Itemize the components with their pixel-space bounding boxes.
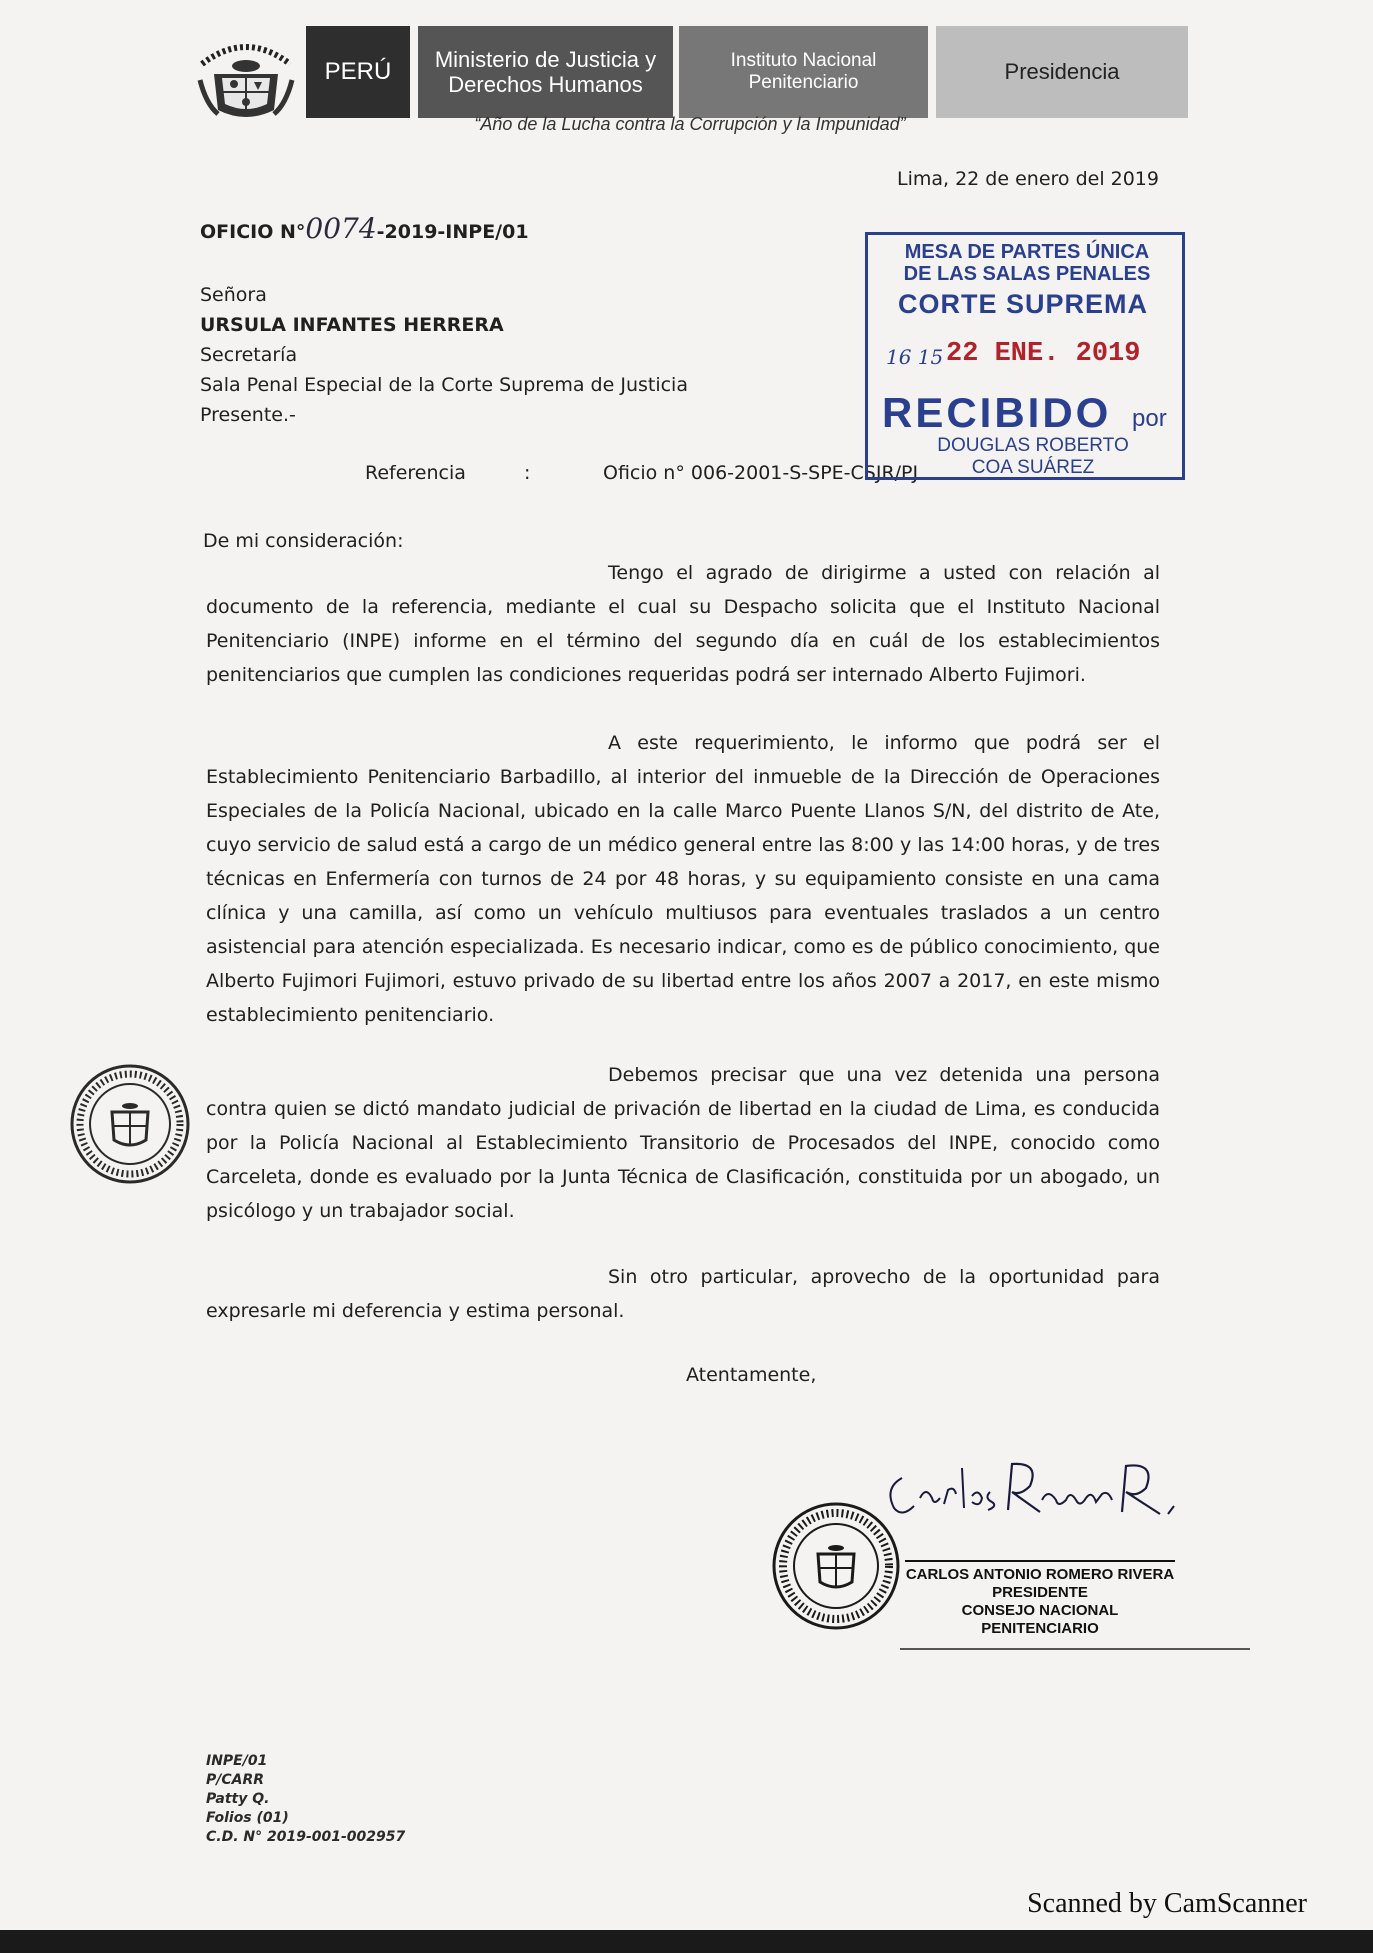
footer-ref: C.D. N° 2019-001-002957 — [206, 1829, 406, 1845]
stamp-header: MESA DE PARTES ÚNICA DE LAS SALAS PENALES — [903, 241, 1151, 285]
reception-stamp — [865, 232, 1185, 480]
reference-label: Referencia — [365, 462, 466, 484]
oficio-number: OFICIO N°0074-2019-INPE/01 — [200, 212, 529, 245]
paragraph-3: Debemos precisar que una vez detenida una persona contra quien se dictó mandato judicial de privación de libertad en la ciudad de Lima, es conducida por la Policía Nacional al Establecimiento Transitorio de Procesados del INPE, conocido como Carceleta, donde es evaluado por la Junta Técnica de Clasificación, constituida por un abogado, un psicólogo y un trabajador social. — [206, 1064, 1160, 1222]
recipient-block — [200, 280, 688, 430]
scanner-watermark: Scanned by CamScanner — [1027, 1888, 1307, 1919]
presente: Presente.- — [200, 404, 296, 426]
footer-ref: Patty Q. — [206, 1791, 270, 1807]
stamp-por: por — [1132, 405, 1167, 432]
paragraph-2: A este requerimiento, le informo que podrá ser el Establecimiento Penitenciario Barbadillo, al interior del inmueble de la Dirección de Operaciones Especiales de la Policía Nacional, ubicado en la calle Marco Puente Llanos S/N, del distrito de Ate, cuyo servicio de salud está a cargo de un médico general entre las 8:00 y las 14:00 horas, y de tres técnicas en Enfermería con turnos de 24 por 48 horas, y su equipamiento consiste en una cama clínica y una camilla, así como un vehículo multiusos para eventuales traslados a un centro asistencial para atención especializada. Es necesario indicar, como es de público conocimiento, que Alberto Fujimori Fujimori, estuvo privado de su libertad entre los años 2007 a 2017, en este mismo establecimiento penitenciario. — [206, 732, 1160, 1026]
salutation-title: Señora — [200, 284, 267, 306]
recipient-org: Sala Penal Especial de la Corte Suprema de Justicia — [200, 374, 688, 396]
header-institute: Instituto Nacional Penitenciario — [679, 26, 928, 118]
signer-name: CARLOS ANTONIO ROMERO RIVERA — [905, 1566, 1175, 1583]
footer-ref: P/CARR — [206, 1772, 265, 1788]
handwritten-signature — [880, 1448, 1180, 1528]
letter-date: Lima, 22 de enero del 2019 — [896, 168, 1159, 190]
stamp-received: RECIBIDO — [882, 389, 1112, 436]
paragraph-4: Sin otro particular, aprovecho de la oportunidad para expresarle mi deferencia y estima personal. — [206, 1266, 1160, 1322]
stamp-date: 22 ENE. 2019 — [946, 339, 1141, 369]
recipient-role: Secretaría — [200, 344, 298, 366]
stamp-receiver: DOUGLAS ROBERTO COA SUÁREZ — [937, 435, 1129, 478]
footer-ref: Folios (01) — [206, 1810, 289, 1826]
reference-value: Oficio n° 006-2001-S-SPE-CSJR/PJ — [603, 462, 919, 484]
greeting: De mi consideración: — [203, 530, 404, 552]
closing: Atentamente, — [686, 1364, 817, 1386]
presidente-seal-icon — [770, 1500, 902, 1632]
header-ministry: Ministerio de Justicia y Derechos Humanos — [418, 26, 673, 118]
header-presidency: Presidencia — [936, 26, 1188, 118]
peru-crest-icon — [192, 34, 300, 124]
signer-block — [905, 1566, 1175, 1638]
signer-org: CONSEJO NACIONAL PENITENCIARIO — [961, 1602, 1119, 1637]
header-country: PERÚ — [306, 26, 410, 118]
stamp-time: 16 15 — [886, 345, 944, 369]
inpe-seal-icon — [68, 1062, 192, 1186]
footer-references — [206, 1752, 405, 1847]
signature-underline — [900, 1648, 1250, 1650]
stamp-court: CORTE SUPREMA — [897, 289, 1148, 319]
oficio-handwritten-number: 0074 — [305, 212, 377, 245]
footer-ref: INPE/01 — [206, 1753, 268, 1769]
paragraph-1: Tengo el agrado de dirigirme a usted con relación al documento de la referencia, mediante el cual su Despacho solicita que el Instituto Nacional Penitenciario (INPE) informe en el término del segundo día en cuál de los establecimientos penitenciarios que cumplen las condiciones requeridas podrá ser internado Alberto Fujimori. — [206, 562, 1160, 686]
recipient-name: URSULA INFANTES HERRERA — [200, 314, 504, 336]
year-motto: “Año de la Lucha contra la Corrupción y la Impunidad” — [474, 114, 906, 134]
signer-title: PRESIDENTE — [992, 1584, 1088, 1601]
signature-rule — [905, 1560, 1175, 1562]
reference-colon: : — [524, 462, 531, 484]
